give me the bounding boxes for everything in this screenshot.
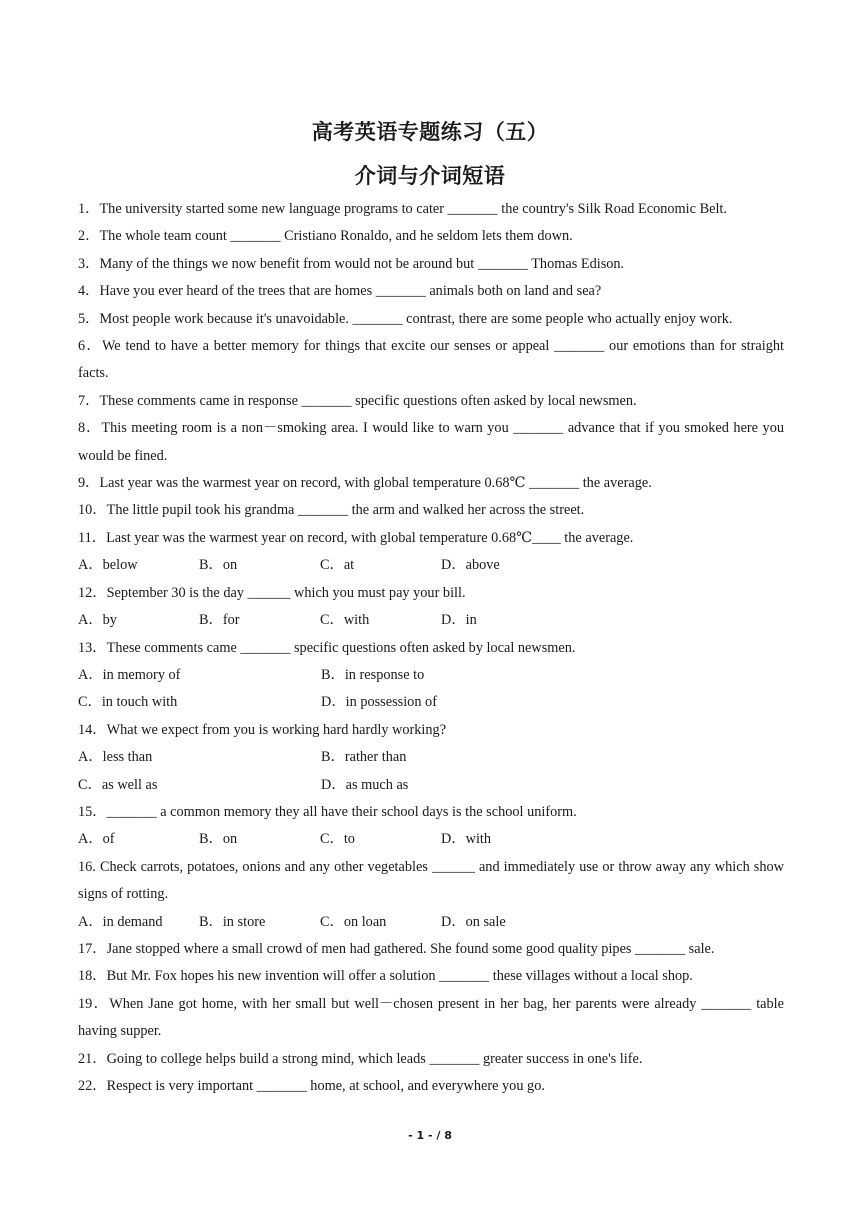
question-text: 7．These comments came in response _______ specific questions often asked by local newsmen. — [78, 392, 637, 409]
question-text: 21．Going to college helps build a strong mind, which leads _______ greater success in one's life. — [78, 1050, 643, 1067]
question-text: 16. Check carrots, potatoes, onions and any other vegetables ______ and immediately use or throw away any which show signs of rotting. — [78, 858, 784, 903]
question-text: 15．_______ a common memory they all have their school days is the school uniform. — [78, 803, 577, 820]
answer-option: D．as much as — [321, 776, 409, 793]
answer-option: D．with — [441, 831, 492, 848]
answer-option: D．in — [441, 612, 477, 629]
page-subtitle: 介词与介词短语 — [354, 164, 506, 188]
question-text: 4．Have you ever heard of the trees that are homes _______ animals both on land and sea? — [78, 283, 602, 300]
answer-option: B．on — [199, 557, 238, 574]
answer-option: A．by — [78, 612, 117, 629]
answer-option: C．as well as — [78, 776, 158, 793]
question-text: 11．Last year was the warmest year on record, with global temperature 0.68℃____ the average. — [78, 529, 634, 546]
answer-option: A．of — [78, 831, 115, 848]
answer-option: C．in touch with — [78, 694, 178, 711]
question-text: 3．Many of the things we now benefit from would not be around but _______ Thomas Edison. — [78, 255, 625, 272]
question-text: 1．The university started some new language programs to cater _______ the country's Silk Road Economic Belt. — [78, 201, 727, 217]
question-text: 8．This meeting room is a non－smoking area. I would like to warn you _______ advance that if you smoked here you would be fined. — [78, 420, 784, 464]
question-text: 13．These comments came _______ specific questions often asked by local newsmen. — [78, 639, 576, 656]
question-text: 12．September 30 is the day ______ which you must pay your bill. — [78, 584, 466, 601]
answer-option: C．at — [320, 557, 355, 574]
question-text: 22．Respect is very important _______ home, at school, and everywhere you go. — [78, 1078, 545, 1094]
answer-option: A．less than — [78, 749, 153, 766]
answer-options-row — [78, 607, 784, 634]
answer-option: D．in possession of — [321, 694, 437, 711]
answer-option: A．in demand — [78, 913, 163, 930]
answer-options-row — [78, 552, 784, 579]
question-text: 14．What we expect from you is working hard hardly working? — [78, 721, 447, 738]
page-number: - 1 - / 8 — [408, 1129, 452, 1142]
exercise-list — [78, 196, 784, 1100]
question-text: 19．When Jane got home, with her small but well－chosen present in her bag, her parents were already _______ table having supper. — [78, 995, 784, 1040]
answer-option: B．in store — [199, 913, 266, 930]
question-text: 2．The whole team count _______ Cristiano Ronaldo, and he seldom lets them down. — [78, 228, 573, 245]
answer-option: B．rather than — [321, 749, 407, 766]
answer-option: C．with — [320, 612, 370, 629]
answer-option: D．above — [441, 557, 500, 574]
answer-option: D．on sale — [441, 913, 506, 930]
answer-option: B．in response to — [321, 666, 425, 683]
answer-options-row — [78, 909, 784, 936]
answer-option: B．on — [199, 831, 238, 848]
page-title: 高考英语专题练习（五） — [311, 120, 549, 144]
question-text: 10．The little pupil took his grandma _______ the arm and walked her across the street. — [78, 502, 585, 519]
question-text: 9．Last year was the warmest year on record, with global temperature 0.68℃ _______ the average. — [78, 475, 652, 492]
question-text: 5．Most people work because it's unavoidable. _______ contrast, there are some people who actually enjoy work. — [78, 310, 733, 327]
question-text: 18．But Mr. Fox hopes his new invention will offer a solution _______ these villages without a local shop. — [78, 968, 693, 985]
answer-option: C．on loan — [320, 913, 387, 930]
answer-options-row — [78, 772, 784, 799]
answer-option: C．to — [320, 831, 355, 848]
answer-options-row — [78, 662, 784, 689]
answer-options-row — [78, 826, 784, 853]
question-text: 6．We tend to have a better memory for things that excite our senses or appeal _______ our emotions than for straight facts. — [78, 338, 784, 382]
answer-option: B．for — [199, 612, 240, 629]
answer-options-row — [78, 744, 784, 771]
question-text: 17．Jane stopped where a small crowd of men had gathered. She found some good quality pipes _______ sale. — [78, 940, 715, 957]
answer-options-row — [78, 689, 784, 716]
answer-option: A．below — [78, 557, 138, 574]
answer-option: A．in memory of — [78, 666, 181, 683]
